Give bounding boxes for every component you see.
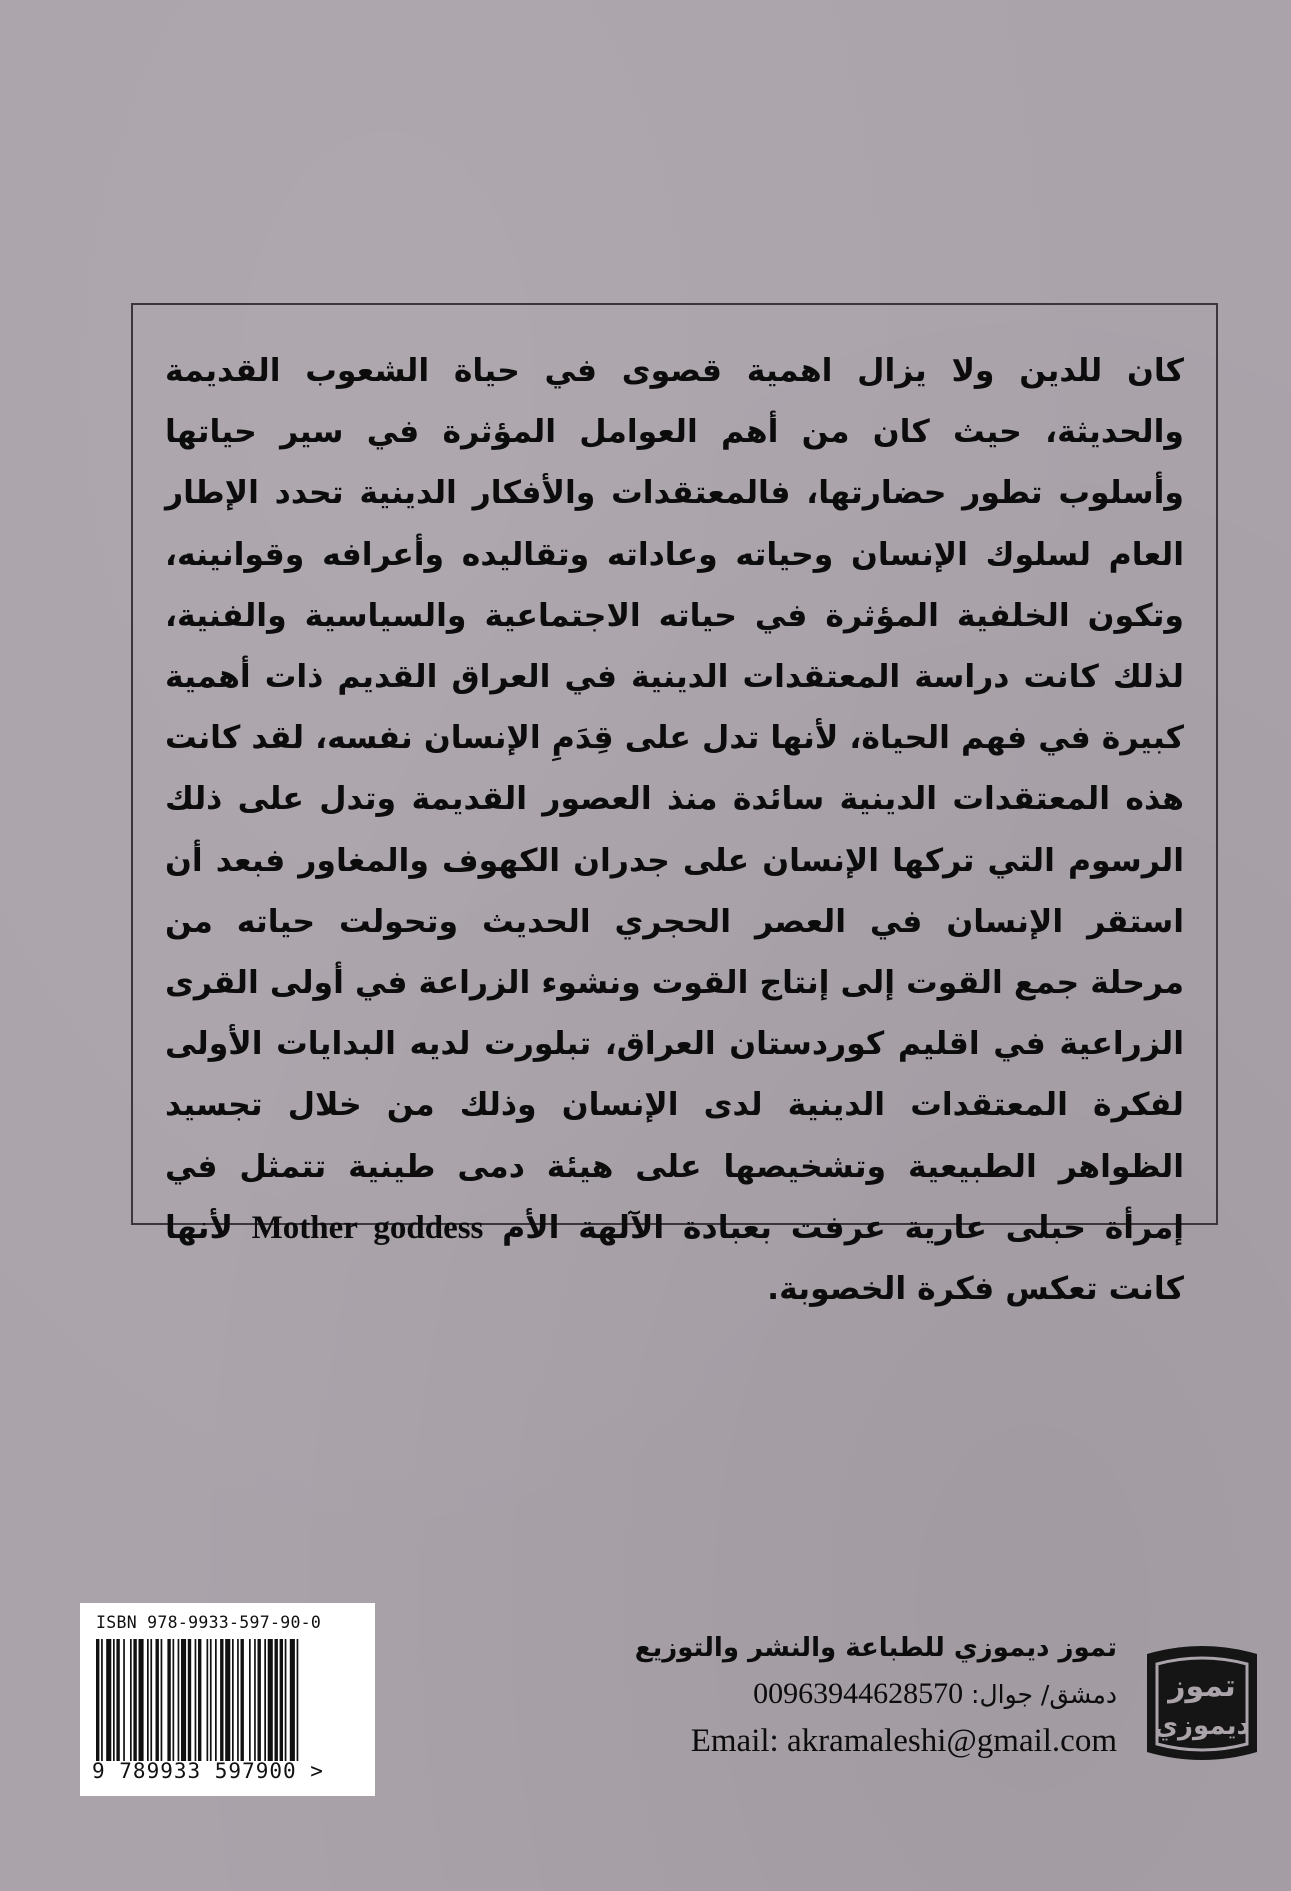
blurb-paragraph <box>165 341 1184 1320</box>
phone-number: 00963944628570 <box>753 1677 964 1710</box>
isbn-digits: 9 789933 597900 > <box>92 1759 324 1783</box>
blurb-latin-term: Mother goddess <box>251 1209 484 1246</box>
isbn-barcode <box>80 1603 375 1796</box>
blurb-text-main: كان للدين ولا يزال اهمية قصوى في حياة الشعوب القديمة والحديثة، حيث كان من أهم العوامل المؤثرة في سير حياتها وأسلوب تطور حضارتها، فالمعتقدات والأفكار الدينية تحدد الإطار العام لسلوك الإنسان وحياته وعاداته وتقاليده وأعرافه وقوانينه، وتكون الخلفية المؤثرة في حياته الاجتماعية والسياسية والفنية، لذلك كانت دراسة المعتقدات الدينية في العراق القديم ذات أهمية كبيرة في فهم الحياة، لأنها تدل على قِدَمِ الإنسان نفسه، لقد كانت هذه المعتقدات الدينية سائدة منذ العصور القديمة وتدل على ذلك الرسوم التي تركها الإنسان على جدران الكهوف والمغاور فبعد أن استقر الإنسان في العصر الحجري الحديث وتحولت حياته من مرحلة جمع القوت إلى إنتاج القوت ونشوء الزراعة في أولى القرى الزراعية في اقليم كوردستان العراق، تبلورت لديه البدايات الأولى لفكرة المعتقدات الدينية لدى الإنسان وذلك من خلال تجسيد الظواهر الطبيعية وتشخيصها على هيئة دمى طينية تتمثل في إمرأة حبلى عارية عرفت بعبادة الآلهة الأم <box>165 353 1184 1246</box>
blurb-text-end: لأنها كانت تعكس فكرة الخصوبة. <box>165 1209 1184 1308</box>
publisher-block <box>427 1624 1267 1784</box>
logo-text-bottom: ديموزي <box>1154 1711 1250 1741</box>
publisher-logo <box>1137 1634 1267 1774</box>
publisher-name: تموز ديموزي للطباعة والنشر والتوزيع <box>634 1633 1117 1663</box>
phone-label: دمشق/ جوال: <box>971 1680 1117 1709</box>
isbn-label: ISBN 978-9933-597-90-0 <box>96 1613 322 1632</box>
barcode-bars <box>92 1639 363 1761</box>
logo-text-top: تموز <box>1168 1669 1236 1704</box>
publisher-email: Email: akramaleshi@gmail.com <box>690 1723 1117 1759</box>
publisher-phone <box>635 1672 1117 1717</box>
publisher-details <box>635 1624 1117 1765</box>
blurb-box <box>131 303 1218 1308</box>
